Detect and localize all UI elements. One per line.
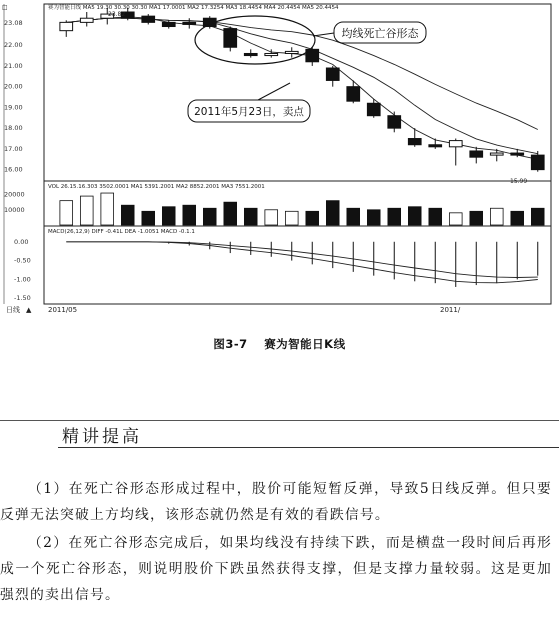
volume-bar: [490, 208, 503, 225]
pattern-pointer: [313, 33, 334, 36]
figure-title: 赛为智能日K线: [264, 337, 346, 351]
macd-tick-label: -0.50: [14, 256, 31, 265]
volume-bar: [367, 210, 380, 225]
scroll-arrow-icon: ▲: [26, 306, 32, 314]
price-tick-label: 18.00: [4, 124, 23, 133]
volume-bar: [80, 196, 93, 225]
volume-bar: [183, 205, 196, 225]
volume-bar: [511, 211, 524, 225]
volume-tick-label: 20000: [4, 190, 25, 199]
volume-tick-label: 10000: [4, 205, 25, 214]
volume-bar: [60, 201, 73, 225]
candle-body: [224, 29, 237, 48]
candle-body: [285, 51, 298, 53]
volume-bar: [203, 208, 216, 225]
price-header: 赛为智能日线 MA5 19.30 30.30 30.30 MA1 17.0001 MA2 17.3254 MA3 18.4454 MA4 20.4454 MA5 20.4454: [48, 5, 339, 11]
corner-mark: □: [2, 4, 8, 11]
candle-body: [80, 18, 93, 22]
candle-body: [142, 16, 155, 22]
section-rule-bottom: [58, 447, 559, 448]
macd-tick-label: -1.00: [14, 275, 31, 284]
volume-bar: [388, 208, 401, 225]
price-axis: [4, 19, 23, 174]
pattern-callout-text: 均线死亡谷形态: [341, 27, 419, 40]
volume-bars: [60, 193, 544, 225]
section-title: 精讲提高: [62, 427, 142, 447]
macd-tick-label: 0.00: [14, 237, 29, 246]
volume-bar: [121, 205, 134, 225]
candle-body: [367, 103, 380, 115]
paragraph-2: [0, 530, 552, 608]
candle-body: [162, 22, 175, 26]
price-tick-label: 17.00: [4, 144, 23, 153]
volume-bar: [347, 208, 360, 225]
price-tick-label: 23.08: [4, 18, 23, 27]
candle-body: [60, 22, 73, 30]
candle-body: [408, 139, 421, 145]
section-header: [0, 420, 559, 452]
sell-callout-text: 2011年5月23日，卖点: [194, 106, 304, 118]
right-date-label: 2011/: [440, 306, 461, 314]
period-label: 日线: [6, 306, 20, 314]
price-tick-label: 20.00: [4, 82, 23, 91]
volume-axis: [4, 191, 25, 214]
price-tick-label: 21.00: [4, 61, 23, 70]
section-rule-top: [0, 420, 559, 421]
candle-body: [511, 153, 524, 155]
candle-body: [449, 141, 462, 147]
volume-bar: [306, 211, 319, 225]
volume-bar: [265, 210, 278, 225]
volume-bar: [531, 208, 544, 225]
price-tick-label: 19.00: [4, 103, 23, 112]
candle-body: [347, 87, 360, 102]
macd-header: MACD(26,12,9) DIFF -0.41L DEA -1.0051 MACD -0.1.1: [48, 229, 195, 235]
figure-caption: [0, 336, 559, 352]
volume-bar: [101, 193, 114, 225]
ma-line: [66, 17, 538, 160]
pattern-ellipse: [195, 16, 315, 64]
ma-line: [66, 18, 538, 154]
price-tick-label: 16.00: [4, 165, 23, 174]
macd-line: [66, 242, 538, 283]
figure-number: 图3-7: [213, 337, 248, 351]
candle-body: [388, 116, 401, 128]
volume-bar: [285, 211, 298, 225]
candle-body: [183, 22, 196, 24]
volume-bar: [408, 207, 421, 225]
candle-body: [470, 151, 483, 157]
macd-bars: [66, 242, 538, 287]
candle-body: [490, 153, 503, 155]
price-tick-label: 22.00: [4, 41, 23, 50]
volume-bar: [429, 208, 442, 225]
volume-bar: [470, 211, 483, 225]
low-value-label: 15.99: [510, 178, 528, 185]
high-value-label: 23.82: [108, 11, 126, 18]
date-label: 2011/05: [48, 306, 78, 314]
sell-pointer: [258, 83, 290, 100]
volume-bar: [142, 211, 155, 225]
volume-bar: [162, 207, 175, 225]
paragraph-1-text: （1）在死亡谷形态形成过程中，股价可能短暂反弹，导致5日线反弹。但只要反弹无法突破上方均线，该形态就仍然是有效的看跌信号。: [0, 481, 552, 523]
macd-line: [66, 242, 538, 278]
volume-bar: [224, 202, 237, 225]
volume-bar: [449, 213, 462, 225]
candle-body: [326, 68, 339, 80]
moving-average-lines: [66, 17, 538, 160]
candle-body: [429, 145, 442, 147]
candle-body: [265, 53, 278, 55]
volume-header: VOL 26.15.16.303 3502.0001 MA1 5391.2001 MA2 8852.2001 MA3 7551.2001: [48, 184, 265, 190]
paragraph-1: [0, 476, 552, 528]
macd-axis: [14, 238, 31, 302]
candle-body: [244, 53, 257, 55]
paragraph-2-text: （2）在死亡谷形态完成后，如果均线没有持续下跌，而是横盘一段时间后再形成一个死亡谷形态，则说明股价下跌虽然获得支撑，但是支撑力量较弱。这是更加强烈的卖出信号。: [0, 535, 552, 603]
volume-bar: [326, 201, 339, 225]
candle-body: [531, 155, 544, 170]
volume-bar: [244, 208, 257, 225]
macd-tick-label: -1.50: [14, 294, 31, 303]
